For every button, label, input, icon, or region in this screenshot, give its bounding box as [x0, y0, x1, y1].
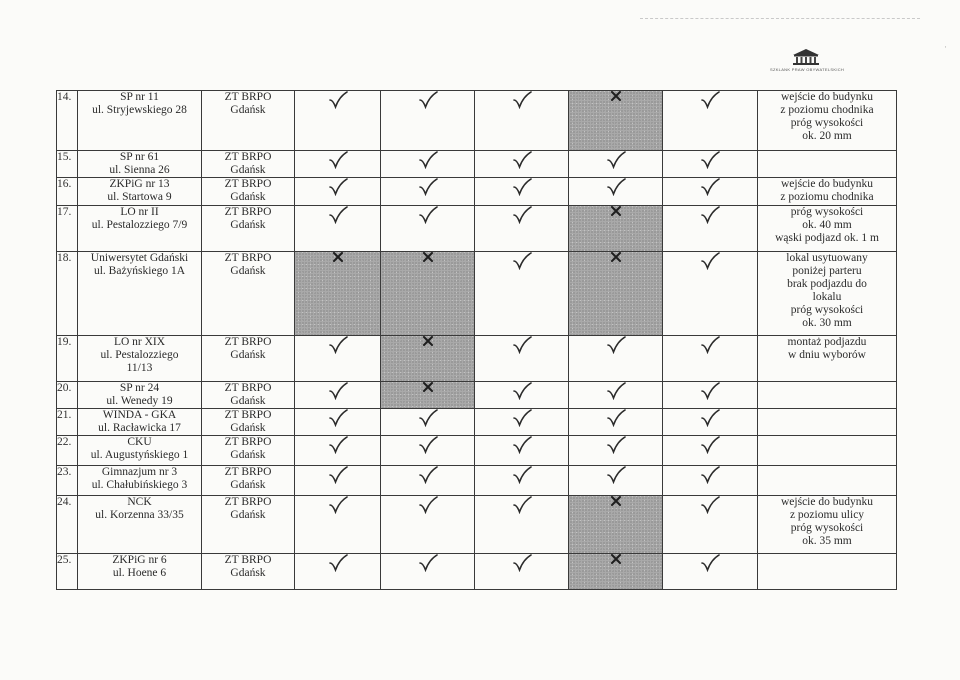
criterion-met	[475, 151, 569, 178]
remarks-line: w dniu wyborów	[788, 349, 866, 361]
criterion-met	[663, 178, 758, 206]
cross-icon	[422, 336, 434, 346]
location-name	[78, 382, 202, 409]
remarks-line: próg wysokości	[790, 117, 864, 129]
organization-line: Gdańsk	[230, 479, 266, 491]
organization-line: ZT BRPO	[224, 382, 272, 394]
location-name-line: ul. Pestalozziego 7/9	[91, 219, 188, 231]
criterion-met	[475, 554, 569, 590]
top-rule	[640, 18, 920, 19]
table-body	[57, 91, 897, 590]
checkmark-icon	[328, 151, 348, 169]
remarks-line: wejście do budynku	[781, 496, 873, 508]
row-number: 24.	[57, 496, 78, 554]
remarks	[758, 336, 897, 382]
location-name	[78, 336, 202, 382]
location-name-line: ul. Hoene 6	[112, 567, 167, 579]
checkmark-icon	[328, 436, 348, 454]
checkmark-icon	[512, 409, 532, 427]
organization	[202, 382, 295, 409]
checkmark-icon	[700, 252, 720, 270]
table-row	[57, 206, 897, 252]
table-row	[57, 91, 897, 151]
criterion-not-met	[381, 252, 475, 336]
checkmark-icon	[606, 409, 626, 427]
checkmark-icon	[512, 436, 532, 454]
checkmark-icon	[418, 466, 438, 484]
remarks	[758, 151, 897, 178]
location-name-line: ul. Bażyńskiego 1A	[93, 265, 186, 277]
checkmark-icon	[512, 466, 532, 484]
checkmark-icon	[328, 554, 348, 572]
table-row	[57, 151, 897, 178]
checkmark-icon	[512, 151, 532, 169]
remarks	[758, 206, 897, 252]
remarks-line: wejście do budynku	[781, 178, 873, 190]
cross-icon	[332, 252, 344, 262]
organization-line: ZT BRPO	[224, 409, 272, 421]
criterion-met	[569, 382, 663, 409]
location-name-line: ul. Stryjewskiego 28	[92, 104, 187, 116]
organization-line: ZT BRPO	[224, 496, 272, 508]
checkmark-icon	[512, 382, 532, 400]
organization	[202, 151, 295, 178]
location-name-line: CKU	[127, 436, 152, 448]
location-name-line: ZKPiG nr 13	[109, 178, 170, 190]
checkmark-icon	[512, 496, 532, 514]
checkmark-icon	[512, 252, 532, 270]
criterion-met	[663, 336, 758, 382]
criterion-met	[663, 206, 758, 252]
criterion-met	[569, 178, 663, 206]
row-number: 22.	[57, 436, 78, 466]
remarks-line: poniżej parteru	[792, 265, 862, 277]
checkmark-icon	[328, 178, 348, 196]
location-name	[78, 206, 202, 252]
organization-line: Gdańsk	[230, 219, 266, 231]
criterion-met	[295, 178, 381, 206]
location-name-line: SP nr 61	[119, 151, 160, 163]
location-name-line: WINDA - GKA	[102, 409, 177, 421]
criterion-met	[475, 91, 569, 151]
checkmark-icon	[418, 409, 438, 427]
table-row	[57, 496, 897, 554]
location-name	[78, 409, 202, 436]
location-name	[78, 151, 202, 178]
criterion-met	[475, 382, 569, 409]
criterion-met	[663, 466, 758, 496]
criterion-met	[475, 336, 569, 382]
table-row	[57, 466, 897, 496]
location-name-line: ul. Wenedy 19	[106, 395, 173, 407]
organization-line: Gdańsk	[230, 395, 266, 407]
location-name-line: 11/13	[126, 362, 153, 374]
table-row	[57, 336, 897, 382]
organization-line: ZT BRPO	[224, 178, 272, 190]
row-number: 19.	[57, 336, 78, 382]
organization-line: ZT BRPO	[224, 436, 272, 448]
organization-line: Gdańsk	[230, 191, 266, 203]
remarks-line: ok. 30 mm	[802, 317, 852, 329]
location-name-line: ul. Chałubińskiego 3	[91, 479, 188, 491]
location-name-line: Gimnazjum nr 3	[101, 466, 178, 478]
checkmark-icon	[606, 466, 626, 484]
cross-icon	[422, 382, 434, 392]
checkmark-icon	[328, 409, 348, 427]
checkmark-icon	[606, 336, 626, 354]
criterion-met	[663, 151, 758, 178]
organization	[202, 252, 295, 336]
criterion-met	[569, 336, 663, 382]
remarks-line: lokal usytuowany	[786, 252, 868, 264]
row-number: 18.	[57, 252, 78, 336]
criterion-not-met	[569, 206, 663, 252]
criterion-not-met	[569, 91, 663, 151]
location-name	[78, 554, 202, 590]
criterion-met	[295, 91, 381, 151]
criterion-met	[381, 554, 475, 590]
checkmark-icon	[512, 178, 532, 196]
location-name-line: SP nr 24	[119, 382, 160, 394]
organization-line: ZT BRPO	[224, 466, 272, 478]
checkmark-icon	[606, 178, 626, 196]
checkmark-icon	[418, 206, 438, 224]
organization	[202, 466, 295, 496]
criterion-met	[569, 151, 663, 178]
criterion-not-met	[569, 252, 663, 336]
remarks	[758, 496, 897, 554]
cross-icon	[610, 206, 622, 216]
location-name-line: ul. Startowa 9	[107, 191, 172, 203]
row-number: 17.	[57, 206, 78, 252]
criterion-met	[475, 409, 569, 436]
row-number: 25.	[57, 554, 78, 590]
criterion-met	[663, 496, 758, 554]
remarks-line: brak podjazdu do	[787, 278, 867, 290]
table-row	[57, 409, 897, 436]
remarks	[758, 466, 897, 496]
checkmark-icon	[418, 178, 438, 196]
checkmark-icon	[700, 151, 720, 169]
criterion-met	[295, 496, 381, 554]
checkmark-icon	[700, 206, 720, 224]
organization-line: ZT BRPO	[224, 206, 272, 218]
row-number: 23.	[57, 466, 78, 496]
organization-line: Gdańsk	[230, 265, 266, 277]
organization	[202, 91, 295, 151]
criterion-met	[569, 436, 663, 466]
location-name-line: ul. Racławicka 17	[98, 422, 181, 434]
criterion-met	[663, 91, 758, 151]
location-name-line: SP nr 11	[120, 91, 159, 103]
ombudsman-emblem	[770, 48, 845, 72]
checkmark-icon	[418, 436, 438, 454]
criterion-not-met	[381, 336, 475, 382]
criterion-met	[475, 496, 569, 554]
checkmark-icon	[418, 151, 438, 169]
criterion-met	[663, 382, 758, 409]
location-name	[78, 466, 202, 496]
remarks	[758, 409, 897, 436]
checkmark-icon	[512, 206, 532, 224]
criterion-met	[295, 382, 381, 409]
criterion-met	[381, 466, 475, 496]
organization-line: ZT BRPO	[224, 252, 272, 264]
criterion-met	[381, 178, 475, 206]
checkmark-icon	[328, 91, 348, 109]
remarks	[758, 436, 897, 466]
organization-line: Gdańsk	[230, 567, 266, 579]
remarks-line: montaż podjazdu	[787, 336, 867, 348]
remarks-line: z poziomu ulicy	[789, 509, 865, 521]
location-name-line: ul. Augustyńskiego 1	[90, 449, 189, 461]
organization-line: Gdańsk	[230, 422, 266, 434]
criterion-met	[663, 252, 758, 336]
organization	[202, 409, 295, 436]
checkmark-icon	[418, 91, 438, 109]
criterion-met	[295, 151, 381, 178]
organization	[202, 554, 295, 590]
checkmark-icon	[512, 91, 532, 109]
criterion-met	[475, 252, 569, 336]
criterion-met	[663, 554, 758, 590]
cross-icon	[610, 554, 622, 564]
criterion-not-met	[381, 382, 475, 409]
accessibility-table	[56, 90, 897, 590]
location-name-line: Uniwersytet Gdański	[90, 252, 189, 264]
checkmark-icon	[700, 436, 720, 454]
location-name-line: LO nr XIX	[113, 336, 166, 348]
cross-icon	[422, 252, 434, 262]
table-row	[57, 436, 897, 466]
criterion-not-met	[295, 252, 381, 336]
criterion-met	[381, 409, 475, 436]
criterion-met	[663, 409, 758, 436]
building-emblem-icon	[791, 48, 821, 66]
location-name	[78, 252, 202, 336]
criterion-met	[569, 409, 663, 436]
location-name-line: LO nr II	[120, 206, 159, 218]
checkmark-icon	[700, 554, 720, 572]
location-name-line: ZKPiG nr 6	[112, 554, 167, 566]
table-row	[57, 382, 897, 409]
organization-line: ZT BRPO	[224, 151, 272, 163]
row-number: 15.	[57, 151, 78, 178]
criterion-met	[295, 436, 381, 466]
checkmark-icon	[418, 554, 438, 572]
location-name-line: ul. Pestalozziego	[100, 349, 179, 361]
criterion-met	[475, 178, 569, 206]
location-name	[78, 91, 202, 151]
row-number: 20.	[57, 382, 78, 409]
checkmark-icon	[606, 436, 626, 454]
remarks-line: ok. 40 mm	[802, 219, 852, 231]
criterion-met	[295, 206, 381, 252]
organization	[202, 496, 295, 554]
checkmark-icon	[606, 151, 626, 169]
location-name-line: ul. Korzenna 33/35	[95, 509, 184, 521]
location-name	[78, 436, 202, 466]
remarks-line: z poziomu chodnika	[780, 104, 874, 116]
cross-icon	[610, 496, 622, 506]
organization	[202, 178, 295, 206]
checkmark-icon	[328, 336, 348, 354]
emblem-caption: SZKLANK PRAW OBYWATELSKICH	[770, 67, 845, 72]
checkmark-icon	[418, 496, 438, 514]
organization-line: ZT BRPO	[224, 554, 272, 566]
criterion-met	[381, 91, 475, 151]
table-row	[57, 178, 897, 206]
remarks-line: wąski podjazd ok. 1 m	[775, 232, 879, 244]
criterion-met	[295, 409, 381, 436]
table-row	[57, 554, 897, 590]
remarks-line: ok. 35 mm	[802, 535, 852, 547]
checkmark-icon	[700, 382, 720, 400]
criterion-met	[295, 336, 381, 382]
checkmark-icon	[328, 382, 348, 400]
criterion-met	[295, 554, 381, 590]
criterion-met	[381, 206, 475, 252]
checkmark-icon	[700, 178, 720, 196]
row-number: 14.	[57, 91, 78, 151]
checkmark-icon	[700, 409, 720, 427]
criterion-met	[475, 436, 569, 466]
remarks	[758, 91, 897, 151]
remarks-line: wejście do budynku	[781, 91, 873, 103]
edge-mark: ·	[944, 42, 947, 52]
criterion-not-met	[569, 554, 663, 590]
criterion-met	[381, 496, 475, 554]
location-name-line: ul. Sienna 26	[109, 164, 170, 176]
checkmark-icon	[700, 496, 720, 514]
table-row	[57, 252, 897, 336]
checkmark-icon	[606, 382, 626, 400]
remarks-line: ok. 20 mm	[802, 130, 852, 142]
checkmark-icon	[512, 336, 532, 354]
criterion-met	[475, 206, 569, 252]
remarks-line: z poziomu chodnika	[780, 191, 874, 203]
organization	[202, 336, 295, 382]
criterion-met	[663, 436, 758, 466]
organization-line: Gdańsk	[230, 509, 266, 521]
remarks	[758, 178, 897, 206]
organization-line: Gdańsk	[230, 104, 266, 116]
organization-line: ZT BRPO	[224, 91, 272, 103]
organization	[202, 436, 295, 466]
checkmark-icon	[700, 336, 720, 354]
criterion-met	[381, 436, 475, 466]
organization-line: Gdańsk	[230, 449, 266, 461]
organization-line: Gdańsk	[230, 349, 266, 361]
location-name	[78, 496, 202, 554]
remarks-line: próg wysokości	[790, 304, 864, 316]
remarks-line: próg wysokości	[790, 206, 864, 218]
criterion-met	[475, 466, 569, 496]
organization-line: Gdańsk	[230, 164, 266, 176]
organization	[202, 206, 295, 252]
remarks	[758, 554, 897, 590]
checkmark-icon	[328, 496, 348, 514]
row-number: 21.	[57, 409, 78, 436]
checkmark-icon	[700, 466, 720, 484]
checkmark-icon	[328, 466, 348, 484]
criterion-met	[381, 151, 475, 178]
cross-icon	[610, 252, 622, 262]
checkmark-icon	[328, 206, 348, 224]
criterion-met	[295, 466, 381, 496]
criterion-met	[569, 466, 663, 496]
location-name	[78, 178, 202, 206]
criterion-not-met	[569, 496, 663, 554]
row-number: 16.	[57, 178, 78, 206]
checkmark-icon	[512, 554, 532, 572]
location-name-line: NCK	[127, 496, 152, 508]
remarks-line: lokalu	[812, 291, 842, 303]
remarks-line: próg wysokości	[790, 522, 864, 534]
cross-icon	[610, 91, 622, 101]
remarks	[758, 382, 897, 409]
remarks	[758, 252, 897, 336]
organization-line: ZT BRPO	[224, 336, 272, 348]
checkmark-icon	[700, 91, 720, 109]
